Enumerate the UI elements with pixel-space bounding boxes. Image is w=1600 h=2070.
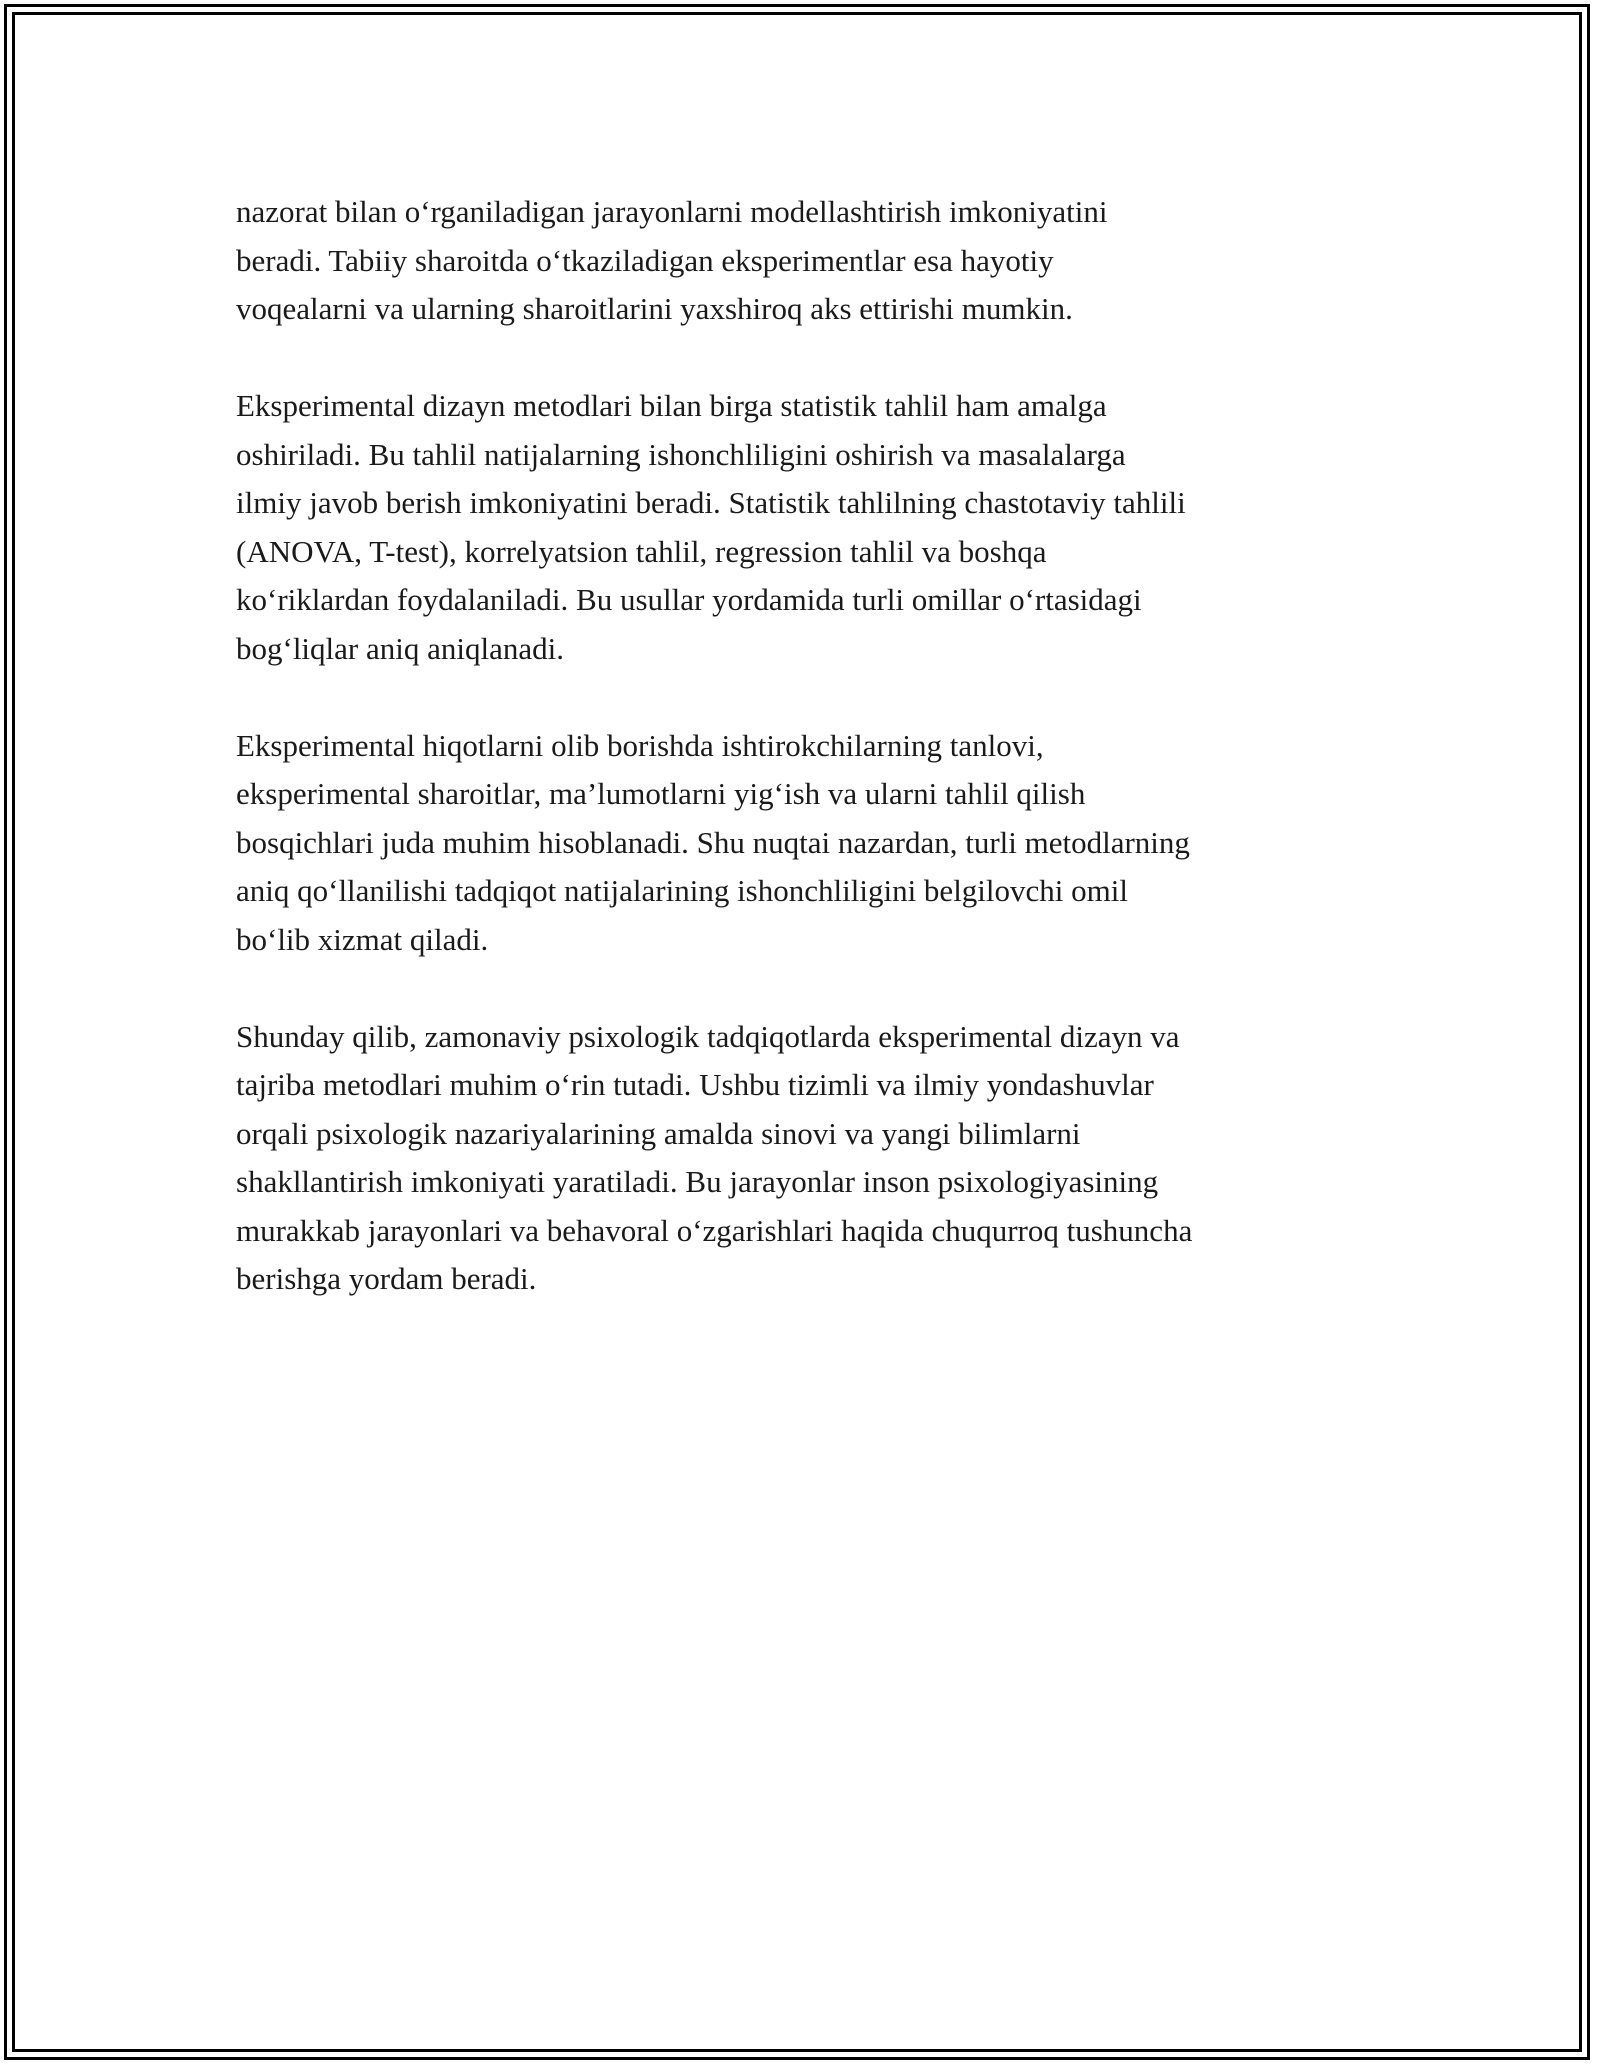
text-line: murakkab jarayonlari va behavoral o‘zgarishlari haqida chuqurroq tushuncha bbox=[236, 1212, 1193, 1248]
text-line: (ANOVA, T-test), korrelyatsion tahlil, regression tahlil va boshqa bbox=[236, 533, 1047, 569]
text-line: berishga yordam beradi. bbox=[236, 1261, 537, 1296]
paragraph-4 bbox=[236, 1013, 1386, 1304]
text-line: Eksperimental hiqotlarni olib borishda ishtirokchilarning tanlovi, bbox=[236, 727, 1044, 763]
text-line: bog‘liqlar aniq aniqlanadi. bbox=[236, 630, 564, 666]
text-line: ko‘riklardan foydalaniladi. Bu usullar yordamida turli omillar o‘rtasidagi bbox=[236, 582, 1142, 617]
text-line: ilmiy javob berish imkoniyatini beradi. Statistik tahlilning chastotaviy tahlili bbox=[236, 485, 1186, 520]
text-line: beradi. Tabiiy sharoitda o‘tkaziladigan eksperimentlar esa hayotiy bbox=[236, 242, 1054, 278]
text-line: Eksperimental dizayn metodlari bilan birga statistik tahlil ham amalga bbox=[236, 388, 1107, 423]
text-line: bosqichlari juda muhim hisoblanadi. Shu nuqtai nazardan, turli metodlarning bbox=[236, 824, 1190, 860]
text-line: eksperimental sharoitlar, ma’lumotlarni yig‘ish va ularni tahlil qilish bbox=[236, 776, 1086, 811]
text-line: oshiriladi. Bu tahlil natijalarning ishonchliligini oshirish va masalalarga bbox=[236, 436, 1126, 472]
text-line: shakllantirish imkoniyati yaratiladi. Bu jarayonlar inson psixologiyasining bbox=[236, 1164, 1159, 1199]
text-line: orqali psixologik nazariyalarining amalda sinovi va yangi bilimlarni bbox=[236, 1115, 1081, 1151]
text-line: bo‘lib xizmat qiladi. bbox=[236, 921, 489, 957]
paragraph-1 bbox=[236, 188, 1386, 334]
text-line: tajriba metodlari muhim o‘rin tutadi. Ushbu tizimli va ilmiy yondashuvlar bbox=[236, 1067, 1154, 1102]
text-line: aniq qo‘llanilishi tadqiqot natijalarining ishonchliligini belgilovchi omil bbox=[236, 873, 1128, 908]
document-body bbox=[236, 188, 1386, 1352]
paragraph-3 bbox=[236, 722, 1386, 965]
text-line: voqealarni va ularning sharoitlarini yaxshiroq aks ettirishi mumkin. bbox=[236, 291, 1073, 326]
text-line: Shunday qilib, zamonaviy psixologik tadqiqotlarda eksperimental dizayn va bbox=[236, 1018, 1180, 1054]
text-line: nazorat bilan o‘rganiladigan jarayonlarni modellashtirish imkoniyatini bbox=[236, 194, 1108, 229]
paragraph-2 bbox=[236, 382, 1386, 673]
